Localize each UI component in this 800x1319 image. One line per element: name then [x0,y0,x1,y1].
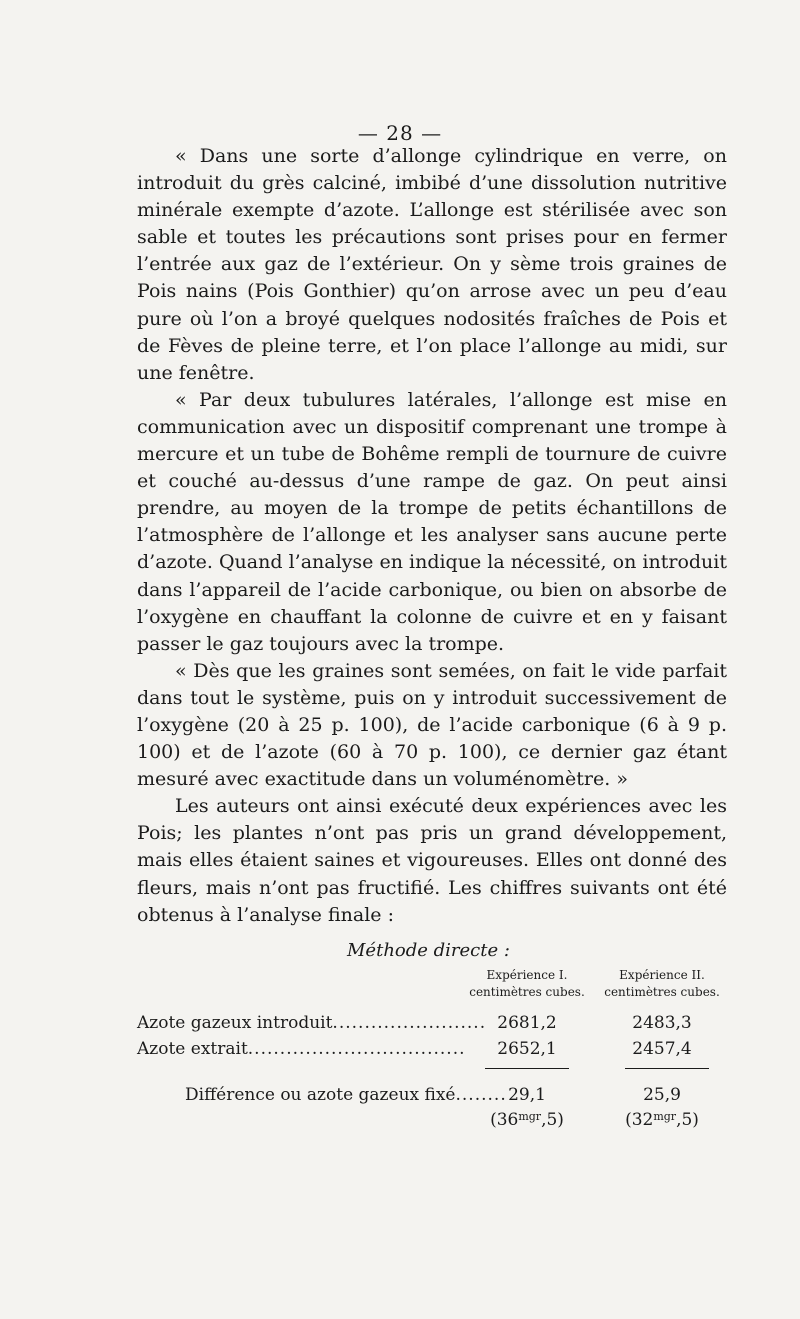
row-label: Différence ou azote gazeux fixé........ [185,1085,507,1105]
column-unit: centimètres cubes. [469,985,585,999]
paragraph: Les auteurs ont ainsi exécuté deux expériences avec les Pois; les plantes n’ont pas pris un grand développement, mais elles étaient saines et vigoureuses. Elles ont donné des fleurs, mais n’ont pas fructifié. Les chiffres suivants ont été obtenus à l’analyse finale : [137,795,727,926]
difference-value: 29,1 [508,1085,546,1105]
page-number: — 28 — [357,121,443,145]
row-value: 2652,1 [497,1039,557,1059]
sum-rule [625,1068,709,1069]
body-text [137,143,727,929]
paragraph: « Par deux tubulures latérales, l’allonge est mise en communication avec un dispositif comprenant une trompe à mercure et un tube de Bohême rempli de tournure de cuivre et couché au-dessus d’une rampe de gaz. On peut ainsi prendre, au moyen de la trompe de petits échantillons de l’atmosphère de l’allonge et les analyser sans aucune perte d’azote. Quand l’analyse en indique la nécessité, on introduit dans l’appareil de l’acide carbonique, ou bien on absorbe de l’oxygène en chauffant la colonne de cuivre et en y faisant passer le gaz toujours avec la trompe. [137,388,727,655]
row-value: 2681,2 [497,1013,557,1033]
paragraph: « Dès que les graines sont semées, on fait le vide parfait dans tout le système, puis on y introduit successivement de l’oxygène (20 à 25 p. 100), de l’acide carbonique (6 à 9 p. 100) et de l’azote (60 à 70 p. 100), ce dernier gaz étant mesuré avec exactitude dans un voluménomètre. » [137,659,727,791]
column-unit: centimètres cubes. [604,985,720,999]
paragraph: « Dans une sorte d’allonge cylindrique en verre, on introduit du grès calciné, imbibé d’une dissolution nutritive minérale exempte d’azote. L’allonge est stérilisée avec son sable et toutes les précautions sont prises pour en fermer l’entrée aux gaz de l’extérieur. On y sème trois graines de Pois nains (Pois Gonthier) qu’on arrose avec un peu d’eau pure où l’on a broyé quelques nodosités fraîches de Pois et de Fèves de pleine terre, et l’on place l’allonge au midi, sur une fenêtre. [137,145,727,384]
column-header-experience-2 [597,967,727,1001]
column-heading: Expérience II. [619,968,705,982]
row-value: 2457,4 [632,1039,692,1059]
milligram-value: $(36^{mgr},5)$ [490,1110,564,1130]
row-value: 2483,3 [632,1013,692,1033]
table-title: Méthode directe : [347,940,510,961]
row-label: Azote extrait.................................. [137,1039,466,1059]
row-label: Azote gazeux introduit........................ [137,1013,487,1033]
difference-value: 25,9 [643,1085,681,1105]
column-header-experience-1 [462,967,592,1001]
sum-rule [485,1068,569,1069]
column-heading: Expérience I. [486,968,568,982]
milligram-value: $(32^{mgr},5)$ [625,1110,699,1130]
